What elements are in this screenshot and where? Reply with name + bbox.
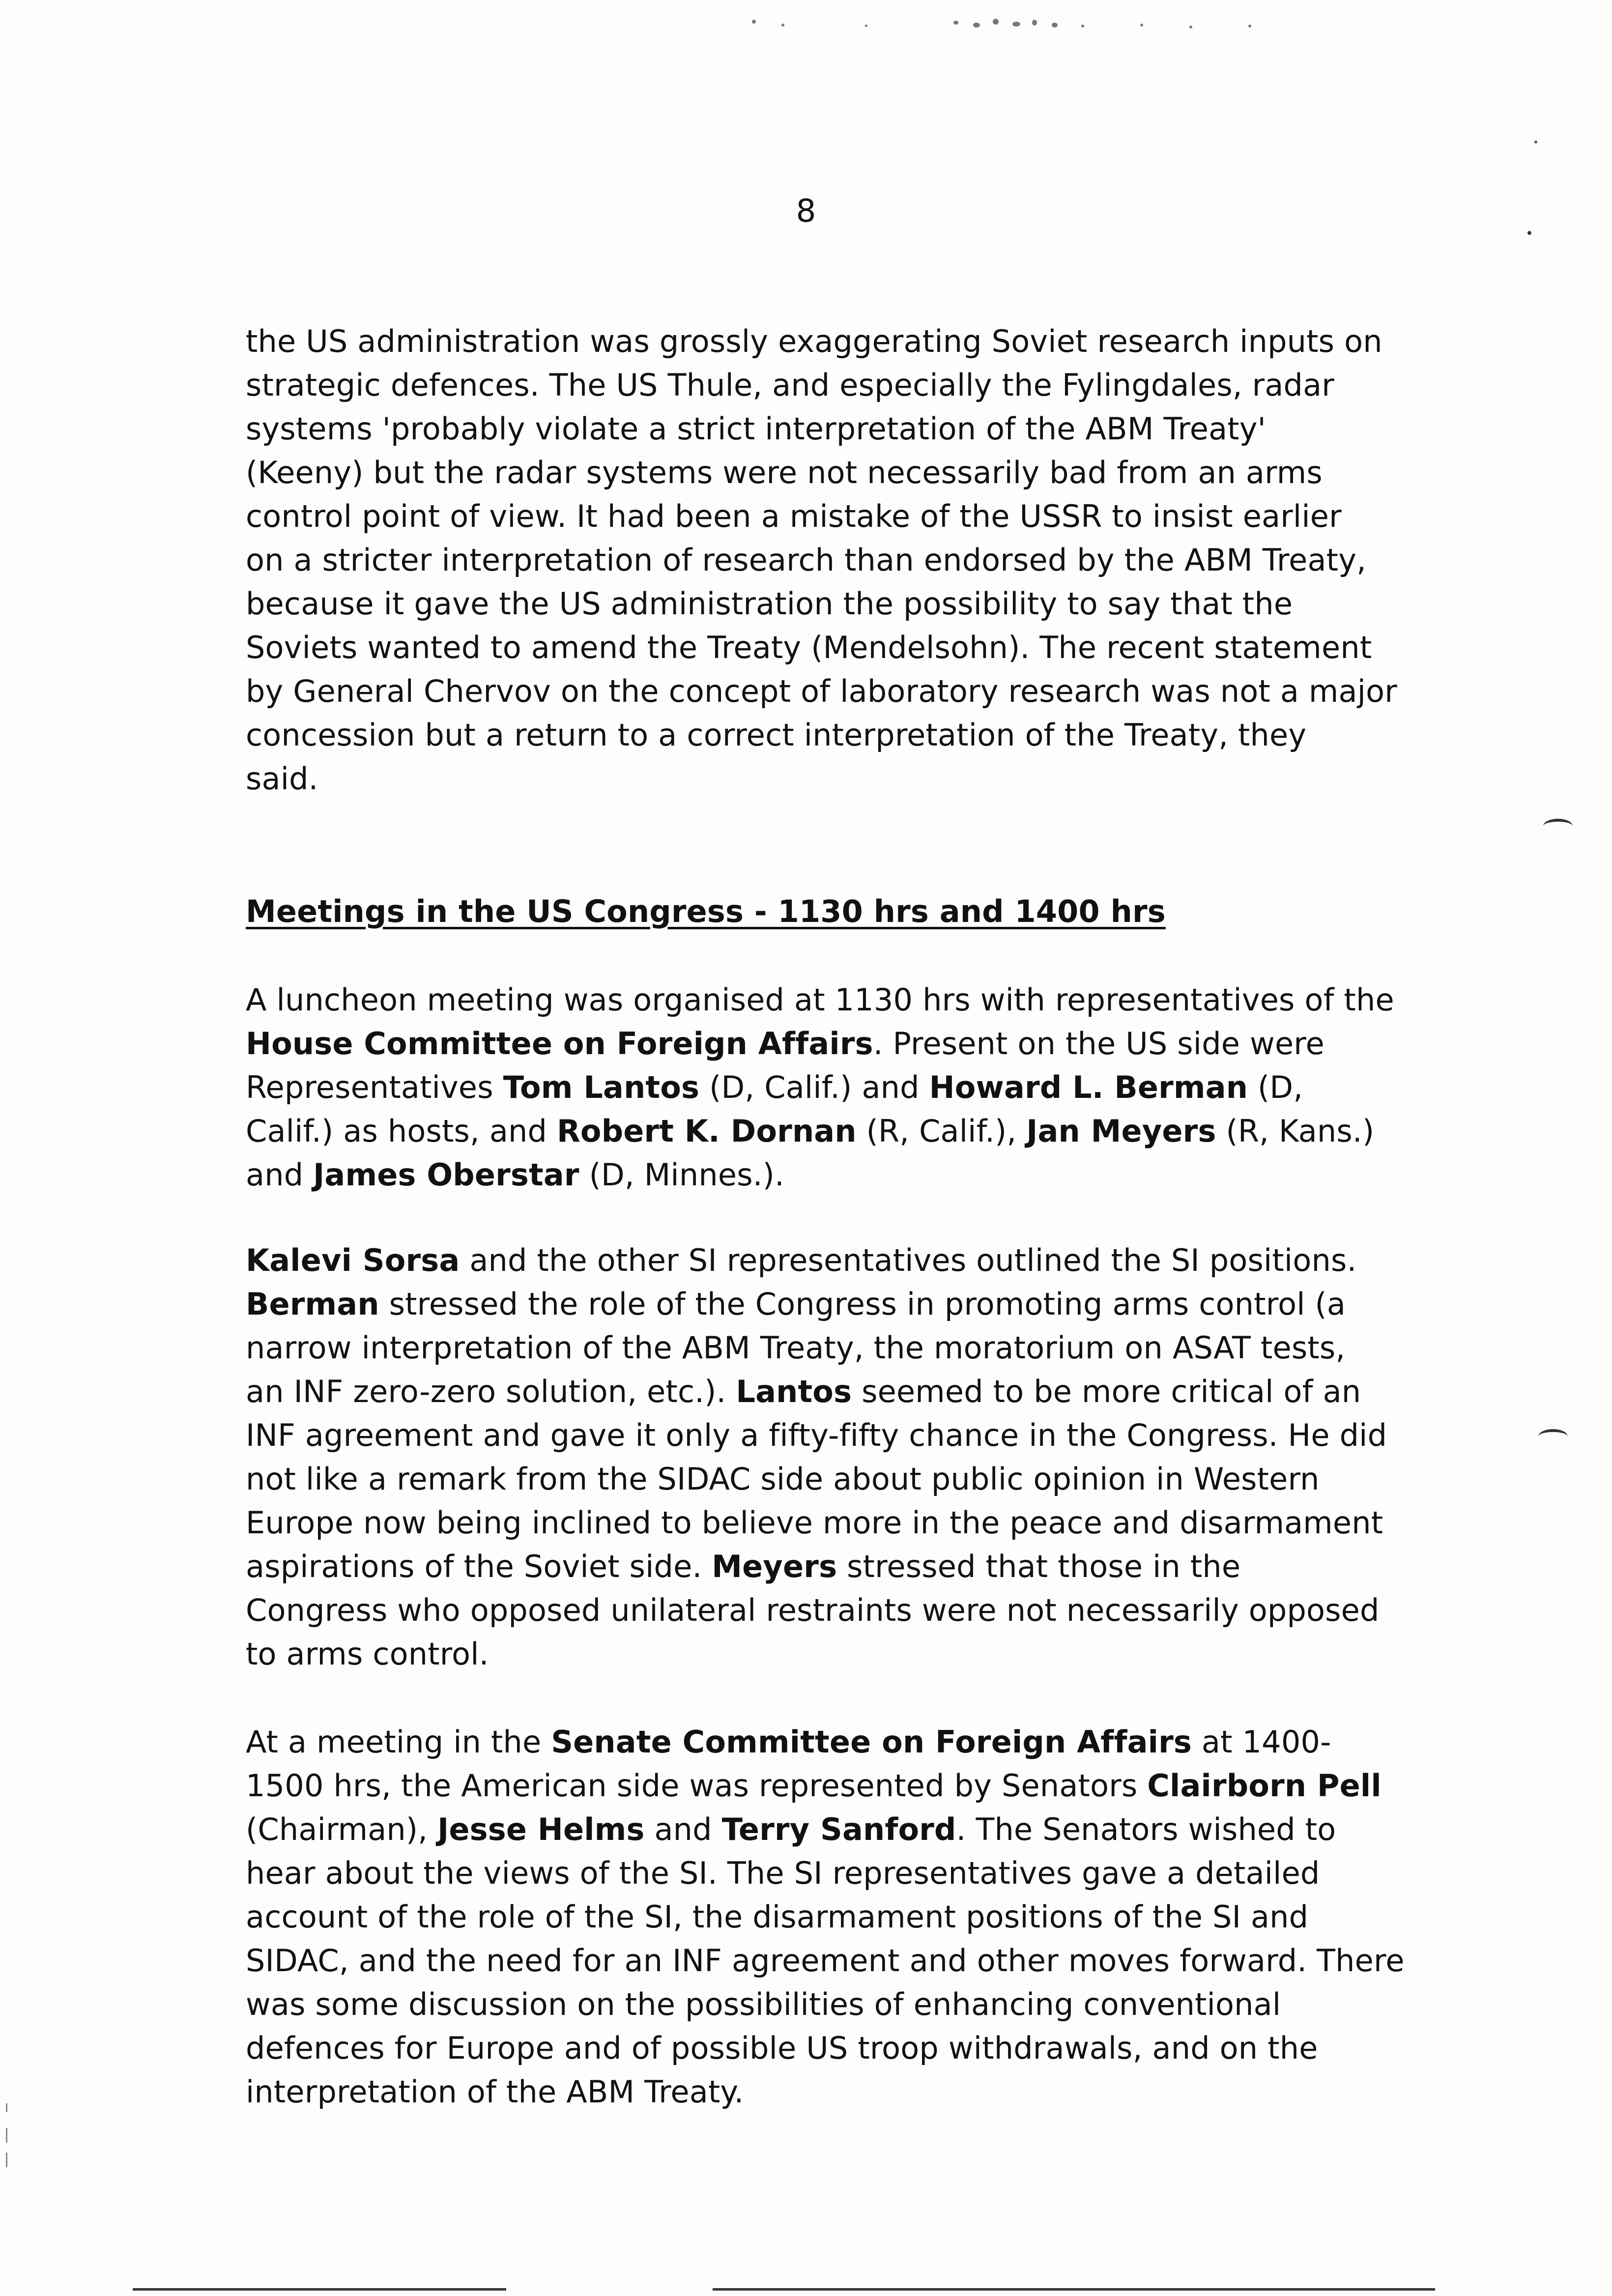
scan-dash (6, 2103, 7, 2112)
text-line: INF agreement and gave it only a fifty-fifty chance in the Congress. He did (246, 1417, 1387, 1453)
text-run: (D, Calif.) and (699, 1069, 929, 1105)
person-name: Robert K. Dornan (556, 1113, 857, 1149)
bottom-rule (133, 2288, 506, 2291)
text-run: (D, Minnes.). (579, 1157, 784, 1193)
text-line: A luncheon meeting was organised at 1130 hrs with representatives of the (246, 982, 1394, 1018)
scan-dash (6, 2128, 7, 2143)
margin-mark (1538, 1429, 1568, 1444)
text-run: . Present on the US side were (873, 1026, 1324, 1062)
person-name: Tom Lantos (503, 1069, 700, 1105)
text-line: strategic defences. The US Thule, and especially the Fylingdales, radar (246, 367, 1334, 403)
text-run: stressed the role of the Congress in promoting arms control (a (379, 1286, 1346, 1322)
text-line: Soviets wanted to amend the Treaty (Mendelsohn). The recent statement (246, 630, 1372, 665)
text-line: not like a remark from the SIDAC side about public opinion in Western (246, 1461, 1320, 1497)
person-name: Berman (246, 1286, 379, 1322)
text-run: Calif.) as hosts, and (246, 1113, 557, 1149)
text-line: defences for Europe and of possible US troop withdrawals, and on the (246, 2030, 1318, 2066)
text-line (246, 1282, 1435, 1326)
text-line (246, 1370, 1435, 1413)
text-line: said. (246, 761, 318, 797)
person-name: Terry Sanford (721, 1811, 956, 1847)
text-line: narrow interpretation of the ABM Treaty, the moratorium on ASAT tests, (246, 1330, 1346, 1366)
text-line (246, 1109, 1435, 1153)
text-run: and (644, 1811, 722, 1847)
scan-dot (1527, 231, 1531, 235)
margin-mark (1543, 819, 1573, 833)
text-line (246, 1808, 1435, 1851)
text-run: At a meeting in the (246, 1724, 551, 1760)
text-run: aspirations of the Soviet side. (246, 1549, 712, 1584)
text-line (246, 1065, 1435, 1109)
text-line (246, 1022, 1435, 1065)
section-heading-text: Meetings in the US Congress - 1130 hrs and 1400 hrs (246, 893, 1166, 929)
person-name: Meyers (712, 1549, 837, 1584)
person-name: Kalevi Sorsa (246, 1242, 460, 1278)
bottom-rule (713, 2288, 1435, 2291)
text-line: SIDAC, and the need for an INF agreement and other moves forward. There (246, 1943, 1405, 1979)
committee-name: Senate Committee on Foreign Affairs (551, 1724, 1192, 1760)
text-run: stressed that those in the (837, 1549, 1241, 1584)
person-name: Lantos (736, 1374, 852, 1409)
text-line: Europe now being inclined to believe more in the peace and disarmament (246, 1505, 1383, 1541)
scan-dot (1534, 141, 1537, 144)
scan-noise (737, 10, 1278, 39)
person-name: Jan Meyers (1026, 1113, 1216, 1149)
committee-name: House Committee on Foreign Affairs (246, 1026, 873, 1062)
section-heading (246, 890, 1435, 933)
luncheon-paragraph (246, 978, 1435, 1197)
scan-dash (6, 2152, 7, 2167)
text-line: (Keeny) but the radar systems were not necessarily bad from an arms (246, 455, 1323, 490)
text-line: Congress who opposed unilateral restraints were not necessarily opposed (246, 1592, 1380, 1628)
person-name: Clairborn Pell (1147, 1768, 1382, 1804)
text-line: on a stricter interpretation of research than endorsed by the ABM Treaty, (246, 542, 1366, 578)
text-run: an INF zero-zero solution, etc.). (246, 1374, 736, 1409)
text-line: was some discussion on the possibilities of enhancing conventional (246, 1986, 1281, 2022)
text-run: Representatives (246, 1069, 503, 1105)
text-line: control point of view. It had been a mistake of the USSR to insist earlier (246, 498, 1342, 534)
text-line: because it gave the US administration the possibility to say that the (246, 586, 1293, 622)
text-run: seemed to be more critical of an (852, 1374, 1361, 1409)
text-line (246, 1238, 1435, 1282)
text-line (246, 1545, 1435, 1588)
text-run: 1500 hrs, the American side was represented by Senators (246, 1768, 1148, 1804)
text-line: by General Chervov on the concept of laboratory research was not a major (246, 673, 1397, 709)
text-line: account of the role of the SI, the disarmament positions of the SI and (246, 1899, 1309, 1935)
text-line (246, 1153, 1435, 1197)
text-run: at 1400- (1192, 1724, 1331, 1760)
text-line (246, 1764, 1435, 1808)
text-line (246, 1720, 1435, 1764)
person-name: Jesse Helms (437, 1811, 645, 1847)
text-run: (D, (1248, 1069, 1303, 1105)
intro-paragraph (246, 319, 1435, 801)
text-run: (Chairman), (246, 1811, 438, 1847)
person-name: James Oberstar (313, 1157, 579, 1193)
text-line: to arms control. (246, 1636, 489, 1672)
text-line: interpretation of the ABM Treaty. (246, 2074, 744, 2110)
text-line: systems 'probably violate a strict interpretation of the ABM Treaty' (246, 411, 1266, 447)
text-run: (R, Kans.) (1216, 1113, 1375, 1149)
text-line: concession but a return to a correct interpretation of the Treaty, they (246, 717, 1307, 753)
text-line: hear about the views of the SI. The SI representatives gave a detailed (246, 1855, 1320, 1891)
text-run: . The Senators wished to (956, 1811, 1336, 1847)
text-run: and the other SI representatives outlined the SI positions. (460, 1242, 1357, 1278)
sorsa-paragraph (246, 1238, 1435, 1676)
page-number: 8 (796, 193, 816, 230)
senate-paragraph (246, 1720, 1435, 2114)
text-run: (R, Calif.), (856, 1113, 1027, 1149)
person-name: Howard L. Berman (929, 1069, 1248, 1105)
text-line: the US administration was grossly exaggerating Soviet research inputs on (246, 323, 1382, 359)
text-run: and (246, 1157, 314, 1193)
